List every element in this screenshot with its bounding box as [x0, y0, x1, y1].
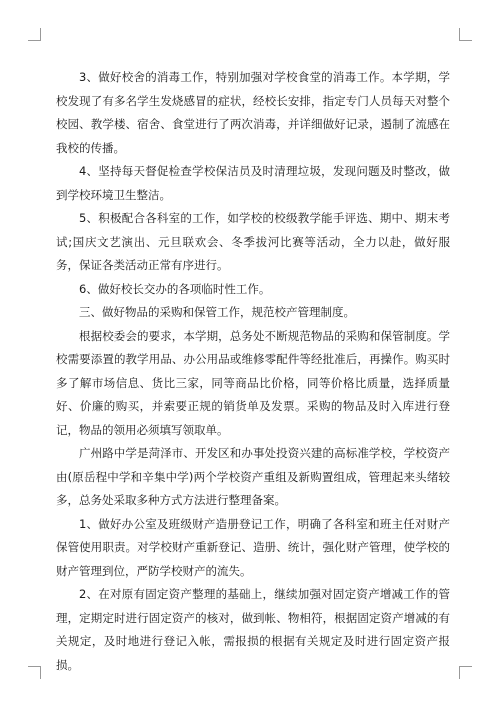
crop-mark-bottom-right: [459, 666, 472, 679]
document-body: [56, 66, 450, 677]
crop-mark-top-left: [28, 28, 41, 41]
paragraph-school-assets: 广州路中学是菏泽市、开发区和办事处投资兴建的高标准学校，学校资产由(原岳程中学和辛集中学)两个学校资产重组及新购置组成，管理起来头绪较多，总务处采取多种方式方法进行整理备案。: [56, 446, 450, 507]
section-heading-procurement: 三、做好物品的采购和保管工作，规范校产管理制度。: [79, 305, 355, 319]
crop-mark-top-right: [459, 28, 472, 41]
crop-mark-bottom-left: [28, 666, 41, 679]
paragraph-disinfection: 3、做好校舍的消毒工作，特别加强对学校食堂的消毒工作。本学期，学校发现了有多名学生发烧感冒的症状，经校长安排，指定专门人员每天对整个校园、教学楼、宿舍、食堂进行了两次消毒，并详细做好记录，遏制了流感在我校的传播。: [56, 70, 450, 155]
paragraph-temporary-tasks: 6、做好校长交办的各项临时性工作。: [79, 281, 271, 296]
paragraph-property-registration: 1、做好办公室及班级财产造册登记工作，明确了各科室和班主任对财产保管使用职责。对学校财产重新登记、造册、统计，强化财产管理，使学校的财产管理到位，严防学校财产的流失。: [56, 516, 450, 578]
paragraph-procurement: 根据校委会的要求，本学期，总务处不断规范物品的采购和保管制度。学校需要添置的教学用品、办公用品或维修零配件等经批准后，再操作。购买时多了解市场信息、货比三家，同等商品比价格，同等价格比质量，选择质量好、价廉的购买，并索要正规的销货单及发票。采购的物品及时入库进行登记，物品的领用必须填写领取单。: [56, 328, 450, 437]
paragraph-fixed-assets: 2、在对原有固定资产整理的基础上，继续加强对固定资产增减工作的管理，定期定时进行固定资产的核对，做到帐、物相符，根据固定资产增减的有关规定，及时地进行登记入帐，需报损的根据有关规定及时进行固定资产报损。: [56, 587, 450, 672]
paragraph-cleaning: 4、坚持每天督促检查学校保洁员及时清理垃圾，发现问题及时整改，做到学校环境卫生整洁。: [56, 164, 450, 202]
paragraph-activities: 5、积极配合各科室的工作，如学校的校级教学能手评选、期中、期末考试;国庆文艺演出、元旦联欢会、冬季拔河比赛等活动，全力以赴，做好服务，保证各类活动正常有序进行。: [56, 211, 450, 272]
